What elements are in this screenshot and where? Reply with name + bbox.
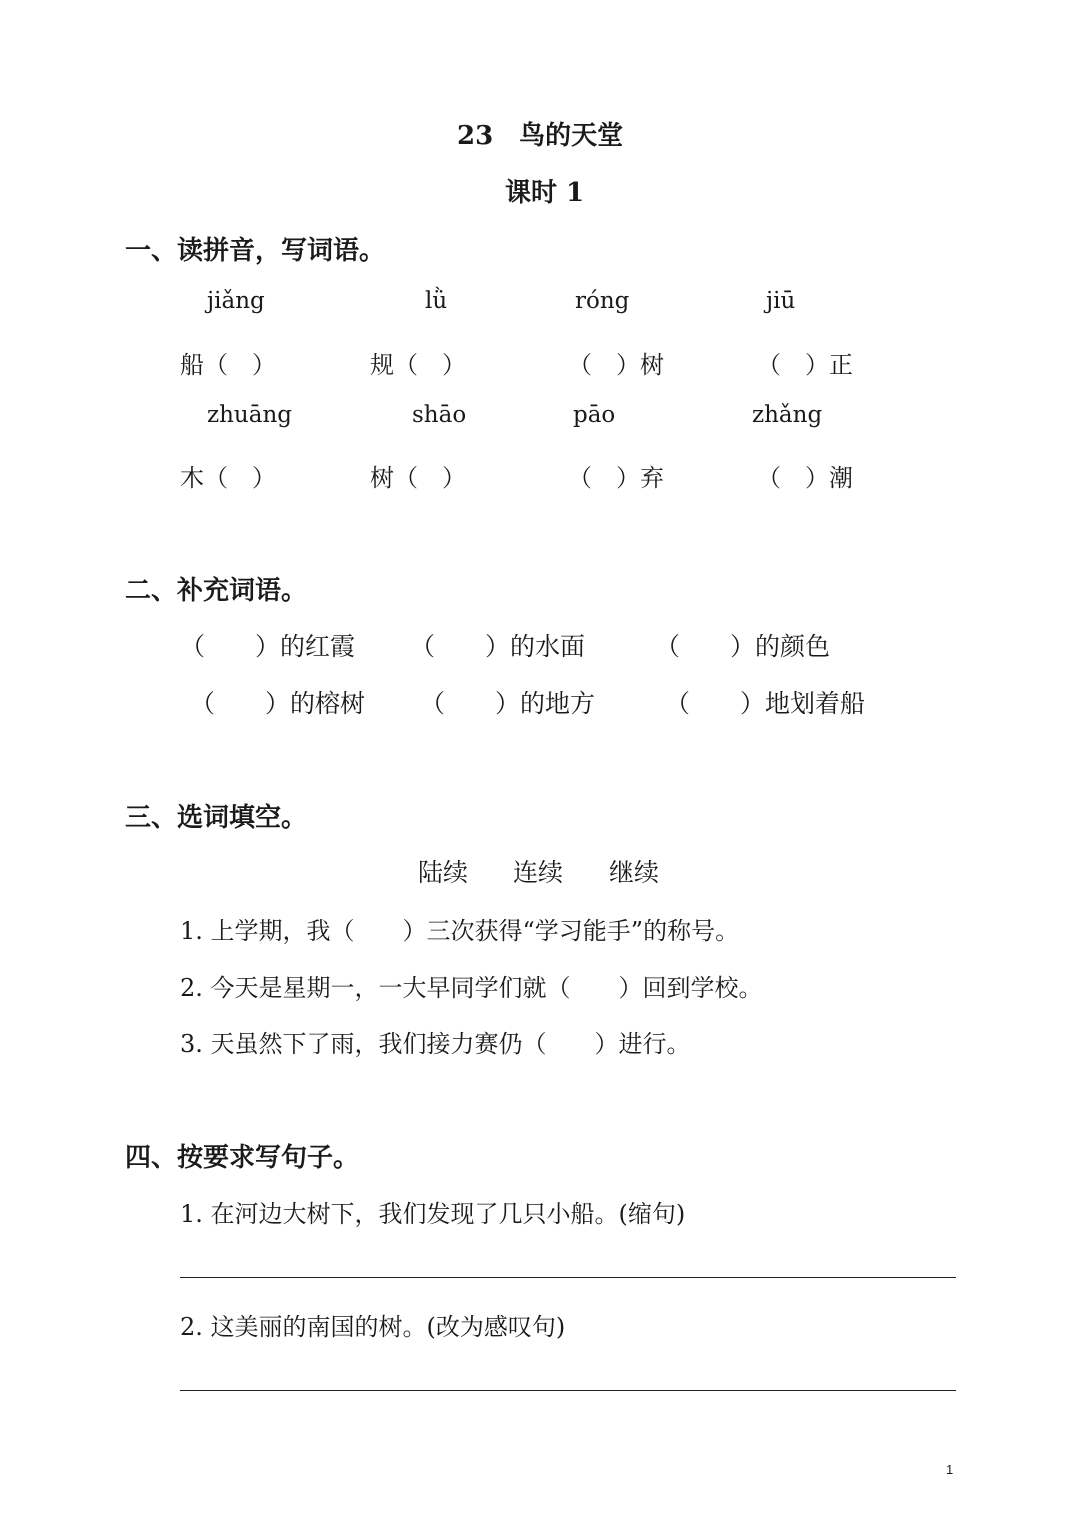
- page-number: 1: [946, 1462, 954, 1477]
- word-blank[interactable]: （ ）潮: [757, 464, 853, 492]
- pinyin: jiū: [766, 288, 796, 314]
- section3-heading: 三、选词填空。: [125, 803, 308, 833]
- section1-heading: 一、读拼音，写词语。: [125, 236, 386, 266]
- pinyin: zhuāng: [207, 402, 292, 428]
- phrase-blank[interactable]: （ ）的地方: [420, 689, 596, 718]
- fill-question[interactable]: 3. 天虽然下了雨，我们接力赛仍（ ）进行。: [180, 1030, 691, 1058]
- pinyin: róng: [575, 288, 630, 314]
- word-blank[interactable]: 规（ ）: [370, 351, 466, 379]
- fill-question[interactable]: 1. 上学期，我（ ）三次获得“学习能手”的称号。: [180, 917, 740, 945]
- fill-question[interactable]: 2. 今天是星期一，一大早同学们就（ ）回到学校。: [180, 974, 763, 1002]
- pinyin: jiǎng: [207, 288, 265, 314]
- word-option: 继续: [609, 858, 660, 887]
- pinyin: lǜ: [425, 288, 448, 314]
- answer-line[interactable]: [180, 1277, 956, 1278]
- page-title: 23 鸟的天堂: [457, 121, 624, 151]
- lesson-subtitle: 课时 1: [505, 178, 585, 208]
- word-blank[interactable]: 船（ ）: [180, 351, 276, 379]
- pinyin: pāo: [573, 402, 616, 428]
- phrase-blank[interactable]: （ ）的水面: [410, 632, 586, 661]
- phrase-blank[interactable]: （ ）的榕树: [190, 689, 366, 718]
- phrase-blank[interactable]: （ ）地划着船: [665, 689, 866, 718]
- phrase-blank[interactable]: （ ）的颜色: [655, 632, 831, 661]
- word-blank[interactable]: （ ）树: [568, 351, 664, 379]
- sentence-question: 1. 在河边大树下，我们发现了几只小船。(缩句): [180, 1200, 686, 1228]
- word-blank[interactable]: 木（ ）: [180, 464, 276, 492]
- pinyin: zhǎng: [752, 402, 823, 428]
- word-blank[interactable]: （ ）弃: [568, 464, 664, 492]
- word-blank[interactable]: 树（ ）: [370, 464, 466, 492]
- pinyin: shāo: [412, 402, 467, 428]
- sentence-question: 2. 这美丽的南国的树。(改为感叹句): [180, 1313, 566, 1341]
- word-option: 连续: [513, 858, 564, 887]
- phrase-blank[interactable]: （ ）的红霞: [180, 632, 356, 661]
- section4-heading: 四、按要求写句子。: [125, 1143, 360, 1173]
- section2-heading: 二、补充词语。: [125, 576, 308, 606]
- word-option: 陆续: [418, 858, 469, 887]
- answer-line[interactable]: [180, 1390, 956, 1391]
- word-blank[interactable]: （ ）正: [757, 351, 853, 379]
